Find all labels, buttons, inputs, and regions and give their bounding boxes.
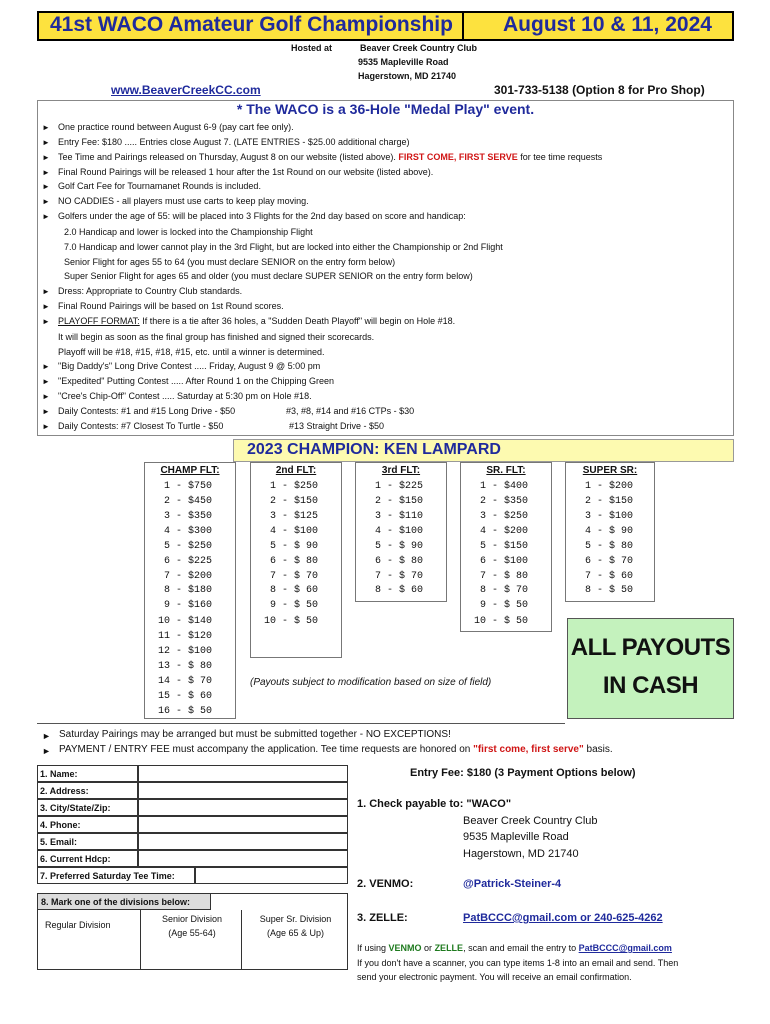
handicap-field[interactable]	[138, 850, 348, 867]
division-header: 8. Mark one of the divisions below:	[37, 893, 211, 910]
rule-item: Daily Contests: #7 Closest To Turtle - $50	[58, 421, 224, 431]
venmo-handle[interactable]: @Patrick-Steiner-4	[463, 878, 562, 890]
rule-text: Tee Time and Pairings released on Thursday, August 8 on our website (listed above).	[58, 152, 399, 162]
payout-row: 6 - $ 80	[264, 556, 319, 567]
senior-division-label: Senior Division	[161, 914, 223, 924]
entry-email-link: PatBCCC@gmail.com	[578, 943, 672, 953]
scanner-instructions: If you don't have a scanner, you can type items 1-8 into an email and send. Then	[357, 958, 679, 968]
payout-row: 14 - $ 70	[158, 676, 213, 687]
payout-row: 10 - $140	[158, 616, 213, 627]
triangle-right-icon: ►	[42, 212, 50, 221]
payout-row: 7 - $ 70	[369, 571, 424, 582]
scan-text: , scan and email the entry to	[463, 943, 579, 953]
triangle-right-icon: ►	[42, 392, 50, 401]
triangle-right-icon: ►	[42, 138, 50, 147]
payout-row: 8 - $ 60	[369, 585, 424, 596]
payment-note-text: PAYMENT / ENTRY FEE must accompany the application. Tee time requests are honored on	[59, 744, 474, 755]
entry-fee-title: Entry Fee: $180 (3 Payment Options below)	[410, 767, 636, 779]
payout-row: 2 - $150	[264, 496, 319, 507]
phone-label: 4. Phone:	[37, 816, 138, 833]
payout-row: 15 - $ 60	[158, 691, 213, 702]
tee-time-field[interactable]	[195, 867, 348, 884]
rule-item: Entry Fee: $180 ..... Entries close August 7. (LATE ENTRIES - $25.00 additional charge)	[58, 137, 410, 147]
payout-row: 6 - $225	[158, 556, 213, 567]
payout-row: 3 - $250	[474, 511, 529, 522]
payout-row: 4 - $200	[474, 526, 529, 537]
hosted-label: Hosted at	[291, 43, 333, 53]
payout-row: 5 - $250	[158, 541, 213, 552]
payout-note: (Payouts subject to modification based on size of field)	[250, 677, 492, 688]
triangle-right-icon: ►	[42, 123, 50, 132]
playoff-line: It will begin as soon as the final group has finished and signed their scorecards.	[58, 332, 375, 342]
cash-payout-line1: ALL PAYOUTS	[570, 634, 731, 661]
rule-item: "Expedited" Putting Contest ..... After Round 1 on the Chipping Green	[58, 376, 335, 386]
payout-row: 4 - $300	[158, 526, 213, 537]
payout-row: 7 - $200	[158, 571, 213, 582]
payout-row: 8 - $ 70	[474, 585, 529, 596]
rule-item: Final Round Pairings will be released 1 hour after the 1st Round on our website (listed above).	[58, 167, 434, 177]
check-payable-label: 1. Check payable to: "WACO"	[357, 798, 512, 810]
check-address-line: 9535 Mapleville Road	[463, 831, 569, 843]
triangle-right-icon: ►	[42, 197, 50, 206]
payout-row: 3 - $125	[264, 511, 319, 522]
payout-row: 5 - $ 80	[579, 541, 634, 552]
payment-note	[59, 744, 613, 755]
payout-row: 9 - $ 50	[264, 600, 319, 611]
payout-row: 10 - $ 50	[474, 616, 529, 627]
rule-item	[58, 152, 602, 162]
website-link[interactable]: www.BeaverCreekCC.com	[111, 83, 261, 97]
email-label: 5. Email:	[37, 833, 138, 850]
event-title: 41st WACO Amateur Golf Championship	[50, 13, 453, 36]
payout-row: 2 - $350	[474, 496, 529, 507]
triangle-right-icon: ►	[42, 407, 50, 416]
flight-header: CHAMP FLT:	[160, 465, 220, 476]
payout-row: 5 - $ 90	[264, 541, 319, 552]
rule-item: NO CADDIES - all players must use carts to keep play moving.	[58, 196, 309, 206]
check-address-line: Beaver Creek Country Club	[463, 815, 598, 827]
payout-row: 16 - $ 50	[158, 706, 213, 717]
payout-row: 1 - $225	[369, 481, 424, 492]
flight-rule: 2.0 Handicap and lower is locked into the Championship Flight	[64, 227, 313, 237]
straight-drive-contest: #13 Straight Drive - $50	[289, 421, 385, 431]
rule-item: Golfers under the age of 55: will be placed into 3 Flights for the 2nd day based on score and handicap:	[58, 211, 466, 221]
payout-row: 8 - $ 50	[579, 585, 634, 596]
payout-row: 5 - $150	[474, 541, 529, 552]
payout-row: 9 - $160	[158, 600, 213, 611]
scan-text: If using	[357, 943, 389, 953]
triangle-right-icon: ►	[42, 287, 50, 296]
payout-row: 8 - $ 60	[264, 585, 319, 596]
venue-city: Hagerstown, MD 21740	[358, 71, 457, 81]
confirmation-instructions: send your electronic payment. You will receive an email confirmation.	[357, 972, 632, 982]
rule-item: Dress: Appropriate to Country Club standards.	[58, 286, 243, 296]
pairings-note: Saturday Pairings may be arranged but must be submitted together - NO EXCEPTIONS!	[59, 729, 451, 740]
payout-row: 13 - $ 80	[158, 661, 213, 672]
triangle-right-icon: ►	[42, 731, 51, 741]
payout-row: 2 - $150	[369, 496, 424, 507]
payout-row: 2 - $450	[158, 496, 213, 507]
city-state-zip-field[interactable]	[138, 799, 348, 816]
flight-header: SUPER SR:	[582, 465, 638, 476]
pro-shop-phone: 301-733-5138 (Option 8 for Pro Shop)	[494, 83, 705, 97]
tee-time-label: 7. Preferred Saturday Tee Time:	[37, 867, 195, 884]
playoff-rule	[58, 316, 455, 326]
triangle-right-icon: ►	[42, 317, 50, 326]
scan-text: or	[421, 943, 435, 953]
payment-note-tail: basis.	[583, 744, 613, 755]
flight-header: SR. FLT:	[486, 465, 526, 476]
triangle-right-icon: ►	[42, 168, 50, 177]
payout-row: 8 - $180	[158, 585, 213, 596]
super-senior-division-label: Super Sr. Division	[259, 914, 332, 924]
zelle-mention: ZELLE	[434, 943, 464, 953]
first-come-note: "first come, first serve"	[473, 744, 584, 755]
flight-header: 3rd FLT:	[381, 465, 421, 476]
address-field[interactable]	[138, 782, 348, 799]
payout-row: 2 - $150	[579, 496, 634, 507]
payout-row: 7 - $ 70	[264, 571, 319, 582]
ctp-contest: #3, #8, #14 and #16 CTPs - $30	[286, 406, 415, 416]
handicap-label: 6. Current Hdcp:	[37, 850, 138, 867]
payout-row: 9 - $ 50	[474, 600, 529, 611]
address-label: 2. Address:	[37, 782, 138, 799]
payout-row: 1 - $400	[474, 481, 529, 492]
rule-item: Final Round Pairings will be based on 1st Round scores.	[58, 301, 284, 311]
payout-row: 1 - $750	[158, 481, 213, 492]
event-dates: August 10 & 11, 2024	[503, 13, 712, 36]
rule-item: "Cree's Chip-Off" Contest ..... Saturday at 5:30 pm on Hole #18.	[58, 391, 312, 401]
payout-row: 4 - $100	[264, 526, 319, 537]
rule-item: Daily Contests: #1 and #15 Long Drive - $50	[58, 406, 236, 416]
triangle-right-icon: ►	[42, 153, 50, 162]
venmo-label: 2. VENMO:	[357, 878, 414, 890]
payout-row: 3 - $100	[579, 511, 634, 522]
triangle-right-icon: ►	[42, 302, 50, 311]
payout-row: 6 - $ 70	[579, 556, 634, 567]
rule-item: One practice round between August 6-9 (pay cart fee only).	[58, 122, 294, 132]
triangle-right-icon: ►	[42, 362, 50, 371]
triangle-right-icon: ►	[42, 377, 50, 386]
payout-row: 1 - $250	[264, 481, 319, 492]
triangle-right-icon: ►	[42, 746, 51, 756]
triangle-right-icon: ►	[42, 422, 50, 431]
senior-age-range: (Age 55-64)	[168, 928, 216, 938]
payout-row: 1 - $200	[579, 481, 634, 492]
first-come-text: FIRST COME, FIRST SERVE	[398, 152, 518, 162]
payout-row: 4 - $ 90	[579, 526, 634, 537]
venue-street: 9535 Mapleville Road	[358, 57, 449, 67]
flight-rule: Senior Flight for ages 55 to 64 (you must declare SENIOR on the entry form below)	[64, 257, 396, 267]
payout-row: 7 - $ 80	[474, 571, 529, 582]
divider	[37, 723, 565, 724]
playoff-text: If there is a tie after 36 holes, a "Sudden Death Playoff" will begin on Hole #18.	[139, 316, 456, 326]
payout-row: 6 - $ 80	[369, 556, 424, 567]
super-senior-age-range: (Age 65 & Up)	[266, 928, 325, 938]
triangle-right-icon: ►	[42, 182, 50, 191]
venue-name: Beaver Creek Country Club	[360, 43, 478, 53]
name-field[interactable]	[138, 765, 348, 782]
payout-row: 3 - $350	[158, 511, 213, 522]
payout-row: 7 - $ 60	[579, 571, 634, 582]
email-field[interactable]	[138, 833, 348, 850]
payout-row: 4 - $100	[369, 526, 424, 537]
playoff-label: PLAYOFF FORMAT:	[58, 316, 140, 326]
regular-division-option[interactable]	[37, 910, 141, 970]
payout-row: 3 - $110	[369, 511, 424, 522]
scan-instructions	[357, 943, 672, 953]
payout-row: 6 - $100	[474, 556, 529, 567]
check-address-line: Hagerstown, MD 21740	[463, 848, 579, 860]
flight-header: 2nd FLT:	[275, 465, 317, 476]
regular-division-label: Regular Division	[45, 920, 111, 930]
playoff-line: Playoff will be #18, #15, #18, #15, etc. until a winner is determined.	[58, 347, 325, 357]
flight-rule: 7.0 Handicap and lower cannot play in the 3rd Flight, but are locked into either the Championship or 2nd Flight	[64, 242, 503, 252]
rule-tail: for tee time requests	[517, 152, 603, 162]
payout-row: 12 - $100	[158, 646, 213, 657]
venmo-mention: VENMO	[388, 943, 422, 953]
medal-play-headline: * The WACO is a 36-Hole "Medal Play" event.	[236, 101, 535, 117]
payout-row: 10 - $ 50	[264, 616, 319, 627]
phone-field[interactable]	[138, 816, 348, 833]
rule-item: Golf Cart Fee for Tournamanet Rounds is included.	[58, 181, 261, 191]
flight-rule: Super Senior Flight for ages 65 and older (you must declare SUPER SENIOR on the entry form below)	[64, 271, 473, 281]
zelle-label: 3. ZELLE:	[357, 912, 408, 924]
champion-text: 2023 CHAMPION: KEN LAMPARD	[247, 441, 501, 458]
city-state-zip-label: 3. City/State/Zip:	[37, 799, 138, 816]
cash-payout-line2: IN CASH	[602, 672, 699, 699]
name-label: 1. Name:	[37, 765, 138, 782]
payout-row: 11 - $120	[158, 631, 213, 642]
payout-row: 5 - $ 90	[369, 541, 424, 552]
zelle-contact[interactable]: PatBCCC@gmail.com or 240-625-4262	[463, 912, 663, 924]
rule-item: "Big Daddy's" Long Drive Contest ..... Friday, August 9 @ 5:00 pm	[58, 361, 321, 371]
